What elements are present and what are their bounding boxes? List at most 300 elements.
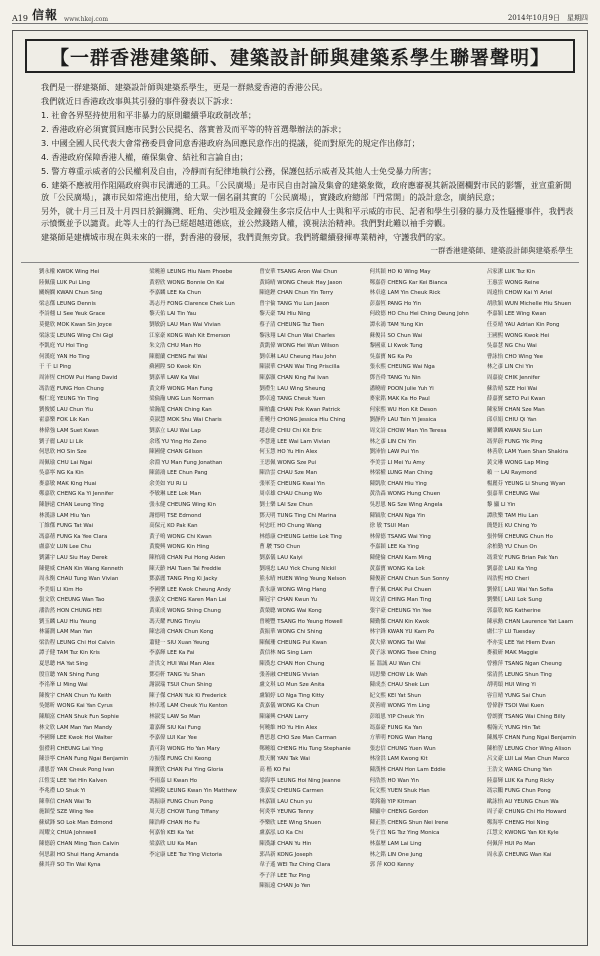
signatory-name: 鄭曉頌 CHENG Hiu Tung Stephanie	[259, 745, 351, 752]
signatory-name: 丁維傑 FUNG Tat Wai	[39, 523, 94, 530]
signatory-name: 曾雅萍 TSANG Ngan Cheung	[486, 660, 562, 667]
signatory-name: 陳柏鑫 CHAN Pok Kwan Patrick	[259, 406, 341, 413]
signatory-name: 鄧嘉麗 TANG Ping Ki Jacky	[149, 576, 218, 583]
signatory-name: 李子洋 LEE Tsz Ping	[259, 872, 311, 879]
signatory-name: 周永嘉 CHEUNG Wan Kai	[486, 851, 552, 858]
signatory-name: 曾安華 TSANG Aron Wai Chun	[259, 269, 338, 275]
divider	[21, 262, 579, 263]
signatory-name: 黎天佑 LAI Tin Yau	[149, 311, 197, 318]
signatory-name: 張嘉雯 CHEUNG Carmen	[259, 788, 324, 795]
signatory-name: 莫健欣 MOK Kwan Sin Joyce	[39, 321, 112, 328]
signatory-name: 黃嘉寶 WONG Ka Lok	[369, 565, 425, 572]
signatory-name: 劉卓琳 LAU Cheung Hau John	[259, 353, 337, 360]
signatory-name: 黃碧欣 WONG Bonnie On Kai	[149, 279, 225, 286]
signatory-name: 譚子健 TAM Tsz Kin Kris	[39, 650, 100, 657]
signatory-name: 馮秉安 FUNG Brian Pak Yan	[486, 555, 558, 562]
signatory-name: 林滿潤 LAM Man Yan	[39, 629, 93, 636]
signatory-name: 呂文豪 LUI Lai Man Chun Marco	[486, 756, 570, 763]
signatory-name: 劉瀟宇 LAU Siu Hay Derek	[39, 555, 108, 562]
signatory-name: 蘇俊昌 SO Chun Wai	[369, 332, 423, 339]
signatory-name: 張仲輝 CHEUNG Chun Ho	[486, 533, 553, 540]
signatory-name: 黎天豪 TAI Hiu Ning	[259, 311, 311, 318]
signatory-name: 何佩萍 HUI Po Man	[486, 841, 536, 848]
signatory-name: 周思樂 CHOW Lik Wah	[369, 671, 428, 678]
signatory-name: 吳嘉寶 NG Ka Po	[369, 353, 413, 360]
signatory-name: 李凱庭 YU Hoi Ting	[39, 343, 88, 350]
signatory-name: 陳俊新 CHAN Chun Sun Sonny	[369, 576, 450, 583]
signatory-name: 陳承勳 CHAN Laurence Yat Laam	[486, 618, 574, 625]
signatory-name: 高 楷 KO Fai	[259, 766, 291, 773]
signatory-name: 劉敏蔚 LAU Man Wai Vivian	[149, 321, 221, 328]
closing-paragraph: 建築師是建構城市現在與未來的一群，對香港的發展，我們責無旁貸。我們將繼續發揮專業精神，守護我們的家。	[41, 232, 451, 242]
signatory-name: 鄭嘉蓓 CHENG Kar Kei Bianca	[369, 279, 448, 286]
signatory-name: 蘇國陞 SO Kwok Kin	[149, 364, 201, 371]
signatory-name: 林卓遠 LAM Yin Cheuk Rick	[369, 290, 441, 297]
signatory-name: 歐詠怡 AU YEUNG Chun Wa	[486, 798, 559, 805]
signatory-name: 黎泳翔 LAI Chun Wai Charles	[259, 332, 335, 339]
signatory-name: 李美雲 LI Mei Yu Amy	[369, 459, 425, 466]
signatory-name: 黃文峰 WONG Man Fung	[149, 385, 213, 392]
signatory-name: 陳華信 CHAN Wai To	[39, 798, 92, 805]
signatory-name: 林淑雯 LAW So Man	[149, 713, 201, 720]
signatory-name: 周耀文 CHUA Johnwell	[39, 830, 97, 837]
signatory-name: 李洺峯 LI Ming Wai	[39, 682, 88, 689]
signatory-name: 余柏勤 YU Chun On	[486, 544, 538, 551]
headline: 【一群香港建築師、建築設計師與建築系學生聯署聲明】	[49, 46, 550, 69]
signatory-name: 陳蒲鴻 LEE Chun Pang	[149, 470, 208, 477]
demand-item: 6. 建築不應被用作阻隔政府與市民溝通的工具。「公民廣場」是市民自由討論及集會的建築象徵，政府應審視其新設圍欄對市民的影響，並宣重新開放「公民廣場」，讓市民如常進出使用，給大眾一個名副其實的「公民廣場」，實踐政府總部「門常開」的設計意念，廣納民意；	[41, 180, 572, 202]
signatory-name: 鄭海寧 CHENG Hoi Ning	[486, 819, 549, 826]
signatory-name: 林善欣 LAM Yuen Shan Shakira	[486, 449, 568, 456]
signatory-name: 熊永晴 HUEN Wing Yeung Nelson	[259, 576, 346, 583]
page-number: A19	[12, 14, 28, 23]
signatory-name: 鄧亞軒 TANG Yu Shan	[149, 671, 205, 678]
signatory-name: 葉銘瀚 YIP Kitman	[369, 798, 417, 805]
signatory-name: 鄧天明 TUNG Ting Chi Marina	[259, 512, 337, 519]
signatory-name: 劉嘉盈 LAU Ka Ying	[486, 565, 538, 572]
signatory-name: 張軍荃 CHEUNG Kwai Yin	[259, 480, 325, 487]
signatory-name: 任亞晴 YAU Adrian Kin Pong	[486, 321, 560, 328]
masthead	[12, 6, 588, 24]
newspaper-logo: 信報	[31, 8, 58, 22]
signatory-column	[469, 267, 579, 892]
signatory-name: 林梁權 LUNG Man Ching	[369, 470, 433, 477]
signatory-name: 陳凱欣 CHAN Hiu Ying	[369, 480, 427, 487]
signatory-name: 曾宇倫 TANG Yiu Lun Jason	[259, 300, 330, 307]
signatory-name: 蘇其祥 SO Tin Wai Kyna	[39, 862, 101, 869]
signatory-name: 李嘉麟 LEE Ka Chun	[149, 290, 202, 297]
signatory-name: 梁曉蕙 LEUNG Hiu Nam Phoebe	[149, 269, 233, 275]
signatory-name: 梁詠雯 LEUNG Wing Chi Gigi	[39, 332, 114, 339]
signatory-name: 吳子宜 NG Tsz Ying Monica	[369, 830, 440, 837]
signatory-name: 劉嘉立 LAU Wai Lap	[149, 427, 201, 434]
signatory-name: 李詩翹 LI See Yeuk Grace	[39, 311, 106, 318]
signatory-name: 王惠雲 WONG Reine	[486, 279, 540, 286]
signatory-name: 黃子鳴 WONG Chi Kwan	[149, 533, 212, 540]
signatory-name: 李慧蓮 LEE Wai Lam Vivian	[259, 438, 331, 445]
signatory-name: 馮宗鵬 FUNG Chun Pong	[486, 788, 551, 795]
signatory-column	[241, 267, 351, 892]
signatory-name: 陳廉興 CHAN Larry	[259, 713, 309, 720]
signatory-name: 何浩然 HO Wan Yin	[369, 777, 419, 784]
signatory-name: 黃榮聰 WONG Wai Kong	[259, 608, 322, 614]
signatory-name: 蔡子清 CHEUNG Tsz Tsen	[259, 321, 325, 328]
signatory-column	[352, 267, 469, 892]
signatory-name: 蕭健一 SIU Xuan Yeung	[149, 639, 210, 646]
signatory-name: 蘇浩晴 SZE Hoi Wai	[486, 385, 538, 392]
demand-item: 4. 香港政府保障香港人權，確保集會、結社和言論自由；	[41, 152, 248, 162]
signatory-name: 林文欣 LAM Man Yan Mandy	[39, 724, 113, 731]
signatory-name: 陳德蔚 CHAN Ming Tson Calvin	[39, 841, 120, 848]
signatory-name: 林淦洪 LAM Kwong Kit	[369, 756, 428, 763]
signatory-name: 區 溫誠 AU Wan Chi	[369, 660, 421, 667]
signatory-name: 陳健倫 CHAN Kam Ming	[369, 555, 432, 562]
signatory-name: 梁浩程 LEUNG Chi Hoi Calvin	[39, 639, 115, 646]
signatory-name: 鄧卓遠 TANG Cheuk Yuen	[259, 396, 326, 403]
signatory-name: 陳崇寧 CHAN Fung Ngai Benjamin	[39, 756, 129, 763]
signatory-name: 郭 萍 KOO Kenny	[369, 862, 414, 869]
signatory-name: 陳漢謙 CHAN Yu Hin	[259, 841, 312, 848]
signatory-name: 梁國銳 LEUNG Kwan Yin Matthew	[149, 788, 237, 795]
signatory-name: 黃子詠 WONG Tsee Ching	[369, 650, 437, 657]
signatory-name: 梁倫瀚 UNG Lun Norman	[149, 396, 214, 403]
signatory-name: 徐 敏 TSUI Man	[369, 523, 410, 530]
signatory-name: 何忠旺 HO Chung Wang	[259, 523, 322, 530]
demand-item: 2. 香港政府必須實質回應市民對公民提名、落實普及而平等的特首選舉辦法的訴求；	[41, 124, 347, 134]
signatory-name: 江家豪 KONG Wah Kit Emerson	[149, 332, 231, 339]
signatory-name: 劉偉紅 LAU Wai Yan Sofia	[486, 586, 554, 593]
signatory-name: 陳俊宇 CHAN Chun Yu Keith	[39, 692, 112, 699]
signatory-name: 陳國健 CHAN Gillson	[149, 449, 203, 456]
signatory-name: 高保元 KO Pak Kan	[149, 523, 198, 530]
signatory-name: 趙志健 CHIU Chi Kit Eric	[259, 427, 322, 434]
signatory-name: 何家熙 WU Hon Kit Deson	[369, 406, 437, 413]
signatory-name: 曾偉靜 TSOI Wai Kuen	[486, 703, 544, 710]
signatory-name: 夏思聰 HA Yat Sing	[39, 660, 88, 667]
signatory-name: 陳正然 CHENG Shun Nei Irene	[369, 819, 449, 826]
signatory-name: 黃振華 WONG Chi Shing	[259, 629, 323, 636]
signatory-name: 陳靜遠 CHAN Leung Ying	[39, 502, 104, 509]
signatory-name: 馮天耀 FUNG Tinyiu	[149, 618, 201, 625]
signoff: 一群香港建築師、建築設計師與建築系學生	[430, 246, 573, 255]
signatory-name: 陳嘉顥 CHAN King Fai Ivan	[259, 374, 329, 381]
signatory-name: 曹思恩 CHO Sze Man Carman	[259, 735, 337, 742]
signatory-list	[21, 267, 579, 892]
signatory-name: 吳嘉慧 NG Chu Wai	[486, 343, 537, 350]
signatory-name: 林之彥 LIN Chi Yin	[486, 364, 534, 371]
signatory-name: 麥家銘 MAK Ka Ho Paul	[369, 396, 430, 403]
signatory-name: 曹詠怡 CHO Wing Yee	[486, 353, 543, 360]
signatory-name: 何其穎 HO Ki Wing May	[369, 269, 431, 275]
signatory-name: 麥嘉敏 MAK King Huai	[39, 480, 97, 487]
signatory-name: 陳柏鴻 CHAN Pui Hong Aiden	[149, 555, 226, 562]
signatory-name: 林之彥 LIN Chi Yin	[369, 438, 417, 445]
signatory-name: 劉樂紅 LAU Lok Sung	[486, 597, 542, 604]
signatory-name: 紀文熙 KEI Yat Shun	[369, 692, 422, 699]
signatory-name: 陳鳳寧 CHAN Fung Ngai Benjamin	[486, 735, 577, 742]
signatory-name: 鄧吾舜 TANG Yu Nin	[369, 374, 421, 381]
signatory-name: 張善融 CHEUNG Vivian	[259, 671, 319, 678]
signatory-name: 陳顯中 CHENG Gordon	[369, 809, 429, 816]
signatory-name: 簡楚鈺 KU Ching Yo	[486, 523, 537, 530]
signatory-name: 韋子遙 WEI Tsz Ching Clara	[259, 862, 331, 869]
signatory-name: 胡欣穎 WUN Michelle Hiu Shuen	[486, 300, 572, 307]
signatory-name: 陳冠宇 CHAN Kwun Yu	[259, 597, 318, 604]
signatory-name: 蘇斌鋒 SO Lok Man Edmond	[39, 819, 113, 826]
signatory-name: 陳穎欣 CHAN Nga Yin	[369, 512, 426, 519]
signatory-name: 吳嘉寧 NG Ka Kin	[39, 470, 84, 477]
signatory-name: 何曉維 HO Yu Hin Alex	[259, 724, 318, 731]
signatory-name: 陸嘉輝 LUK Ka Fung Ricky	[486, 777, 555, 784]
signatory-name: 譚永鴻 TAM Yung Kin	[369, 321, 424, 328]
signatory-name: 謝德明 TSE Edmond	[149, 512, 202, 519]
signatory-name: 劉玉麟 LAU Hiu Yeung	[39, 618, 97, 625]
signatory-name: 何思欣 HO Sin Sze	[39, 449, 87, 456]
newspaper-url: www.hkej.com	[63, 16, 109, 23]
signatory-name: 方華明 FONG Wan Hang	[369, 735, 433, 742]
signatory-name: 林漢濤 LAM Hiu Yan	[39, 512, 91, 519]
signatory-name: 胡明頌 HUI Wing Yi	[486, 682, 536, 689]
signatory-name: 張忠信 CHUNG Yuen Wun	[369, 745, 436, 752]
signatory-name: 王思佩 WONG Sze Pui	[259, 459, 317, 466]
signatory-name: 盧文琪 LO Mun Sze Anita	[259, 682, 325, 689]
signatory-name: 盧嘉安 LUN Lee Chu	[39, 544, 92, 551]
signatory-name: 黃東成 WONG Shing Chung	[149, 608, 221, 614]
signatory-name: 林德康 CHEUNG Lettie Lok Ting	[259, 533, 342, 540]
signatory-name: 李國樂 LEE Kwok Cheung Andy	[149, 586, 231, 593]
signatory-name: 李嘉輝 LEE Ka Fai	[149, 650, 195, 657]
signatory-name: 何漢庭 YAN Ho Ting	[39, 353, 90, 360]
signatory-name: 黃嘉儀 WONG Ka Chun	[259, 703, 320, 710]
signatory-name: 梁瀚龍 CHAN Ching Kan	[149, 406, 212, 413]
signatory-name: 吳思恩 NG Sze Wing Angela	[369, 502, 443, 509]
signatory-name: 吳懿昕 WONG Kai Yan Cyrus	[39, 703, 113, 710]
signatory-column	[21, 267, 131, 892]
signatory-name: 潘浩然 HON CHUNG HEI	[39, 608, 102, 614]
signatory-name: 周文清 CHING Man Ting	[369, 597, 432, 604]
signatory-name: 林之銘 LIN One Jung	[369, 851, 423, 858]
signatory-name: 邱卓娟 CHIU Qi Yan	[486, 417, 537, 424]
signatory-name: 林宇鋒 KWAN YU Kam Po	[369, 629, 435, 636]
signatory-name: 林偉德 TSANG Wai Ying	[369, 533, 431, 540]
signatory-name: 李兆禮 LO Shuk Yi	[39, 788, 86, 795]
signatory-name: 陳漢忠 CHAN Hon Chung	[259, 660, 325, 667]
signatory-name: 彭嘉恆 PANG Ho Yin	[369, 300, 422, 307]
signatory-name: 余美如 YU Ri Li	[149, 480, 188, 487]
signatory-name: 周永衡 CHAU Tung Wan Vivian	[39, 576, 119, 583]
signatory-name: 張禮莉 CHEUNG Lai Ying	[39, 745, 103, 752]
signatory-name: 周文詩 CHOW Man Yin Teresa	[369, 427, 447, 434]
signatory-name: 曾曉豐 TSANG Ho Yeung Howell	[259, 618, 343, 625]
signatory-name: 譚欣樂 TAM Hiu Lan	[486, 512, 539, 519]
signatory-name: 王浩文 WANG Chung Yan	[486, 766, 552, 773]
signatory-name: 黃慶興 WONG Kin Hing	[149, 544, 210, 551]
signatory-name: 黃可鈞 WONG Ho Yan Mary	[149, 745, 220, 752]
signatory-name: 陳忠鴻 CHAN Chun Kong	[149, 629, 214, 636]
signatory-name: 潘曉晴 POON Julie Yuh Yi	[369, 385, 434, 392]
demand-item: 1. 社會各界堅持使用和平非暴力的原則繼續爭取政制改革；	[41, 110, 257, 120]
signatory-name: 黃信林 NG Sing Lam	[259, 650, 313, 657]
signatory-name: 黃綺晴 WONG Cheuk Hay Jason	[259, 279, 343, 286]
signatory-name: 劉沛怡 LAW Pui Yin	[369, 449, 419, 456]
signatory-name: 梁嘉欣 LIU Ka Man	[149, 841, 198, 848]
signatory-name: 余瑤 YU Ying Ho Zeno	[149, 438, 207, 445]
signatory-name: 余淵 YU Man Fung Jonathan	[149, 459, 223, 466]
signatory-name: 謝淑瑞 TSUI Chun Shing	[149, 682, 212, 689]
signatory-name: 張宇豪 CHEUNG Yin Yee	[369, 608, 432, 614]
signatory-name: 何玉慧 HO Yu Hin Alex	[259, 449, 318, 456]
signatory-name: 施穎瑩 SZE Wing Yee	[39, 809, 94, 816]
signatory-name: 陸佩儀 LUK Pui Ling	[39, 279, 90, 286]
signatory-name: 莫淑慧 MOK Shu Wai Charis	[149, 417, 222, 424]
joint-statement-ad	[12, 30, 588, 946]
signatory-name: 關肇麟 KWAN Siu Lun	[486, 427, 543, 434]
signatory-name: 劉子麗 LAU Li Lik	[39, 438, 84, 445]
signatory-name: 梁清然 LEUNG Shun Ting	[486, 671, 552, 678]
signatory-name: 何思韻 HO Shui Hang Amanda	[39, 851, 119, 858]
signatory-name: 張嘉華 CHEUNG Wai	[486, 491, 540, 498]
signatory-name: 劉士樂 LAI Sze Chun	[259, 502, 313, 509]
signatory-name: 陳天齡 HAI Tuen Tai Freddie	[149, 565, 222, 572]
signatory-name: 李嘉穎 LEE Ka Ying	[369, 544, 419, 551]
headline-box	[25, 39, 575, 73]
signatory-name: 劉俊媛 LAU Chun Yiu	[39, 406, 94, 413]
signatory-name: 陳寶欣 CHAN Pui Ying Gloria	[149, 766, 224, 773]
signatory-name: 陳佩珊 CHEUNG Pui Kwan	[259, 639, 327, 646]
signatory-name: 何嘉怡 KEI Ka Yat	[149, 830, 194, 837]
signatory-name: 楊麗芬 YEUNG Li Shung Wyan	[486, 480, 566, 487]
signatory-name: 李雨嘉 LI Kwan Ho	[149, 777, 198, 784]
signatory-name: 黃大偉 WONG Tai Wai	[369, 639, 426, 646]
signatory-name: 陳成杰 CHAU Shek Lun	[369, 682, 430, 689]
signatory-name: 張永熙 CHEUNG Wai Nga	[369, 364, 435, 371]
signatory-name: 馮志丹 FONG Clarence Chek Lun	[149, 300, 235, 307]
signatory-name: 何炎寧 YEUNG Tenny	[259, 809, 314, 816]
signatory-name: 林偉強 LAM Suet Kwan	[39, 427, 99, 434]
signatory-name: 陳淑華 CHAN Wai Ting Priscilla	[259, 364, 340, 371]
signatory-name: 陳進鏗 CHAN Chun Yin Terry	[259, 290, 334, 297]
signatory-name: 馮振康 FUNG Chun Pong	[149, 798, 213, 805]
signatory-name: 梁海寧 LEUNG Hoi Ning Jeanne	[259, 777, 341, 784]
signatory-name: 劉永權 KWOK Wing Hei	[39, 269, 100, 275]
signatory-name: 周浩熙 HO Cheri	[486, 576, 529, 583]
signatory-name: 劉嘉華 LAW Ka Wai	[149, 374, 199, 381]
signatory-name: 周天恩 CHOW Tung Tiffany	[149, 809, 219, 816]
signatory-name: 曾朗寶 TSANG Wai Ching Billy	[486, 713, 566, 720]
signatory-name: 李美娟 LI Kim Ho	[39, 586, 83, 593]
signatory-name: 于 千 LI Ping	[39, 364, 71, 371]
signatory-name: 阮文熙 YUEN Shuk Han	[369, 788, 430, 795]
signatory-name: 張永健 CHEUNG Wing Kin	[149, 502, 216, 509]
signatory-name: 李定康 LEE Tsz Ying Victoria	[149, 851, 222, 858]
demand-item: 3. 中國全國人民代表大會常務委員會同意香港政府為回應民意作出的提議，從而對原先的規定作出修訂；	[41, 138, 420, 148]
intro-paragraph: 我們是一群建築師、建築設計師與建築系學生，更是一群熱愛香港的香港公民。	[41, 82, 328, 92]
signatory-name: 江慧文 KWONG Yan Kit Kyle	[486, 830, 559, 837]
signatory-name: 周佩瑜 CHU Lai Ngai	[39, 459, 93, 466]
signatory-name: 馮羿蔚 FUNG Yik Ping	[486, 438, 543, 445]
signatory-name: 楊仁庭 YEUNG Yin Ting	[39, 396, 99, 403]
signatory-name: 張文欣 CHEUNG Wan Tao	[39, 597, 105, 604]
signatory-name: 陳健威 CHAN Kin Wang Kenneth	[39, 565, 124, 572]
signatory-name: 曹 駿 TSO Chun	[259, 544, 301, 551]
signatory-name: 蕭嘉輝 SIU Kai Fung	[149, 724, 201, 731]
signatory-name: 陳麗蘭 CHENG Fai Wai	[149, 353, 208, 360]
signatory-name: 周卓雄 CHAU Chung Wo	[259, 491, 322, 498]
signatory-name: 黃浩森 WONG Hung Chuen	[369, 491, 441, 498]
signatory-name: 陳勤傑 CHAN Kin Kwok	[369, 618, 430, 625]
signatory-name: 黃凱偉 WONG Hei Wun Wilson	[259, 343, 339, 350]
signatory-name: 莊曉丹 CHONG Jessica Hiu Ching	[259, 417, 346, 424]
signatory-name: 郭嘉欣 NG Katherine	[486, 608, 541, 614]
signatory-name: 林卓瑤 LAM Cheuk Yiu Kenton	[149, 703, 228, 710]
signatory-name: 賴 一 LAI Raymond	[486, 470, 537, 477]
signatory-name: 何政德 HO Chu Hei Ching Oeung John	[369, 311, 469, 318]
signatory-name: 林嘉歷 LAM Lai Ling	[369, 841, 422, 848]
signatory-name: 陳家輝 CHAN Sze Man	[486, 406, 545, 413]
signatory-name: 殷天爾 YAN Tak Wai	[259, 756, 310, 763]
signatory-name: 朱文浩 CHU Man Ho	[149, 343, 201, 350]
statement-body	[21, 81, 579, 256]
signatory-name: 陳順富 CHAN Shuk Fun Sophie	[39, 713, 119, 720]
signatory-name: 楊翰天 YUNG Hin Tat	[486, 724, 541, 731]
signatory-name: 黎 顯 LI Yin	[486, 502, 516, 509]
signatory-name: 麥毅研 MAK Maggie	[486, 650, 538, 657]
signatory-name: 李嘉偉 LUI Kar Yee	[149, 735, 197, 742]
intro-paragraph-2: 我們就近日香港政改事與其引發的事件發表以下訴求：	[41, 96, 238, 106]
signatory-name: 薛嘉寶 SETO Pui Kwan	[486, 396, 546, 403]
signatory-name: 盧仁宇 LU Tuesday	[486, 629, 536, 636]
signatory-name: 盧穎婷 LO Nga Ting Kitty	[259, 692, 325, 699]
signatory-name: 周嘉旋 CHIK Jennifer	[486, 374, 541, 381]
signatory-name: 李亦雯 LEE Yat Hiem Evan	[486, 639, 556, 646]
signatory-column	[131, 267, 241, 892]
signatory-name: 劉翊忠 LAU Yick Chung Nickil	[259, 565, 336, 572]
signatory-name: 殷宣聰 YAN Shing Fung	[39, 671, 100, 678]
signatory-name: 黎國東 LI Kwok Tung	[369, 343, 423, 350]
signatory-name: 呂家潔 LUK Tsz Kin	[486, 269, 535, 275]
signatory-name: 陳浩峰 CHAN Ho Fu	[149, 819, 200, 826]
signatory-name: 曹子佩 CHAK Pui Chuen	[369, 586, 432, 593]
signatory-name: 江愷雯 LEE Yat Hin Kalven	[39, 777, 107, 784]
signatory-name: 馮浩霆 FUNG Hon Chung	[39, 385, 104, 392]
signatory-name: 周沛恆 CHOW Pui Hang David	[39, 374, 118, 381]
demand-item: 5. 警方尊重示威者的公民權利及自由，冷靜而有紀律地執行公務，保護包括示威者及其他人士免受暴力所害；	[41, 166, 437, 176]
signatory-name: 馮嘉豪 FUNG Ka Yan	[369, 724, 423, 731]
signatory-name: 張嘉文 CHENG Karen Man Lai	[149, 597, 227, 604]
signatory-name: 陳柏智 LEUNG Chor Wing Alison	[486, 745, 571, 752]
signatory-name: 黃永康 WONG Wing Hang	[259, 586, 327, 593]
signatory-name: 梁志傑 LEUNG Dennis	[39, 300, 96, 307]
signatory-name: 關婉嫻 KWAN Chun Sing	[39, 290, 103, 297]
signatory-name: 周子豪 CHUNG Chi Ho Howard	[486, 809, 567, 816]
signatory-name: 陳浩雲 CHAU Sze Man	[259, 470, 318, 477]
signatory-name: 黃文琳 WONG Lap Ming	[486, 459, 549, 466]
signatory-name: 許洪文 HUI Wai Man Alex	[149, 660, 215, 667]
signatory-name: 劉禮生 LAU Wing Sheung	[259, 385, 326, 392]
violence-paragraph: 另外，就十月三日及十月四日於銅鑼灣、旺角、尖沙咀及金鐘發生多宗反佔中人士與和平示威的市民、記者和學生引發的暴力及性騷擾事件，我們表示憤慨並予以譴責。此等人士的行為已經超越道德底，並公然踐踏人權，漠視法治精神。我們對此難以袖手旁觀。	[41, 206, 574, 228]
signatory-name: 鄭嘉欣 CHENG Ka Yi Jennifer	[39, 491, 114, 498]
signatory-name: 李樂欣 LEE Wing Shuen	[259, 819, 322, 826]
signatory-name: 王國熙 WONG Kwok Hei	[486, 332, 550, 339]
issue-date: 2014年10月9日 星期四	[507, 14, 588, 22]
signatory-name: 潘恩晉 YAN Cheuk Pong Ivan	[39, 766, 115, 773]
signatory-name: 霍嘉樂 FOK Lik Kan	[39, 417, 89, 424]
signatory-name: 劉靜羚 LAU Tsin Yi Jessica	[369, 417, 437, 424]
signatory-name: 陳漢林 CHAN Hon Lam Eddie	[369, 766, 446, 773]
signatory-name: 李國輝 LEE Kwok Hoi Walter	[39, 735, 113, 742]
signatory-name: 黃善晴 WONG Yim Ling	[369, 703, 430, 710]
signatory-name: 彭頌恩 YIP Cheuk Yin	[369, 713, 425, 720]
